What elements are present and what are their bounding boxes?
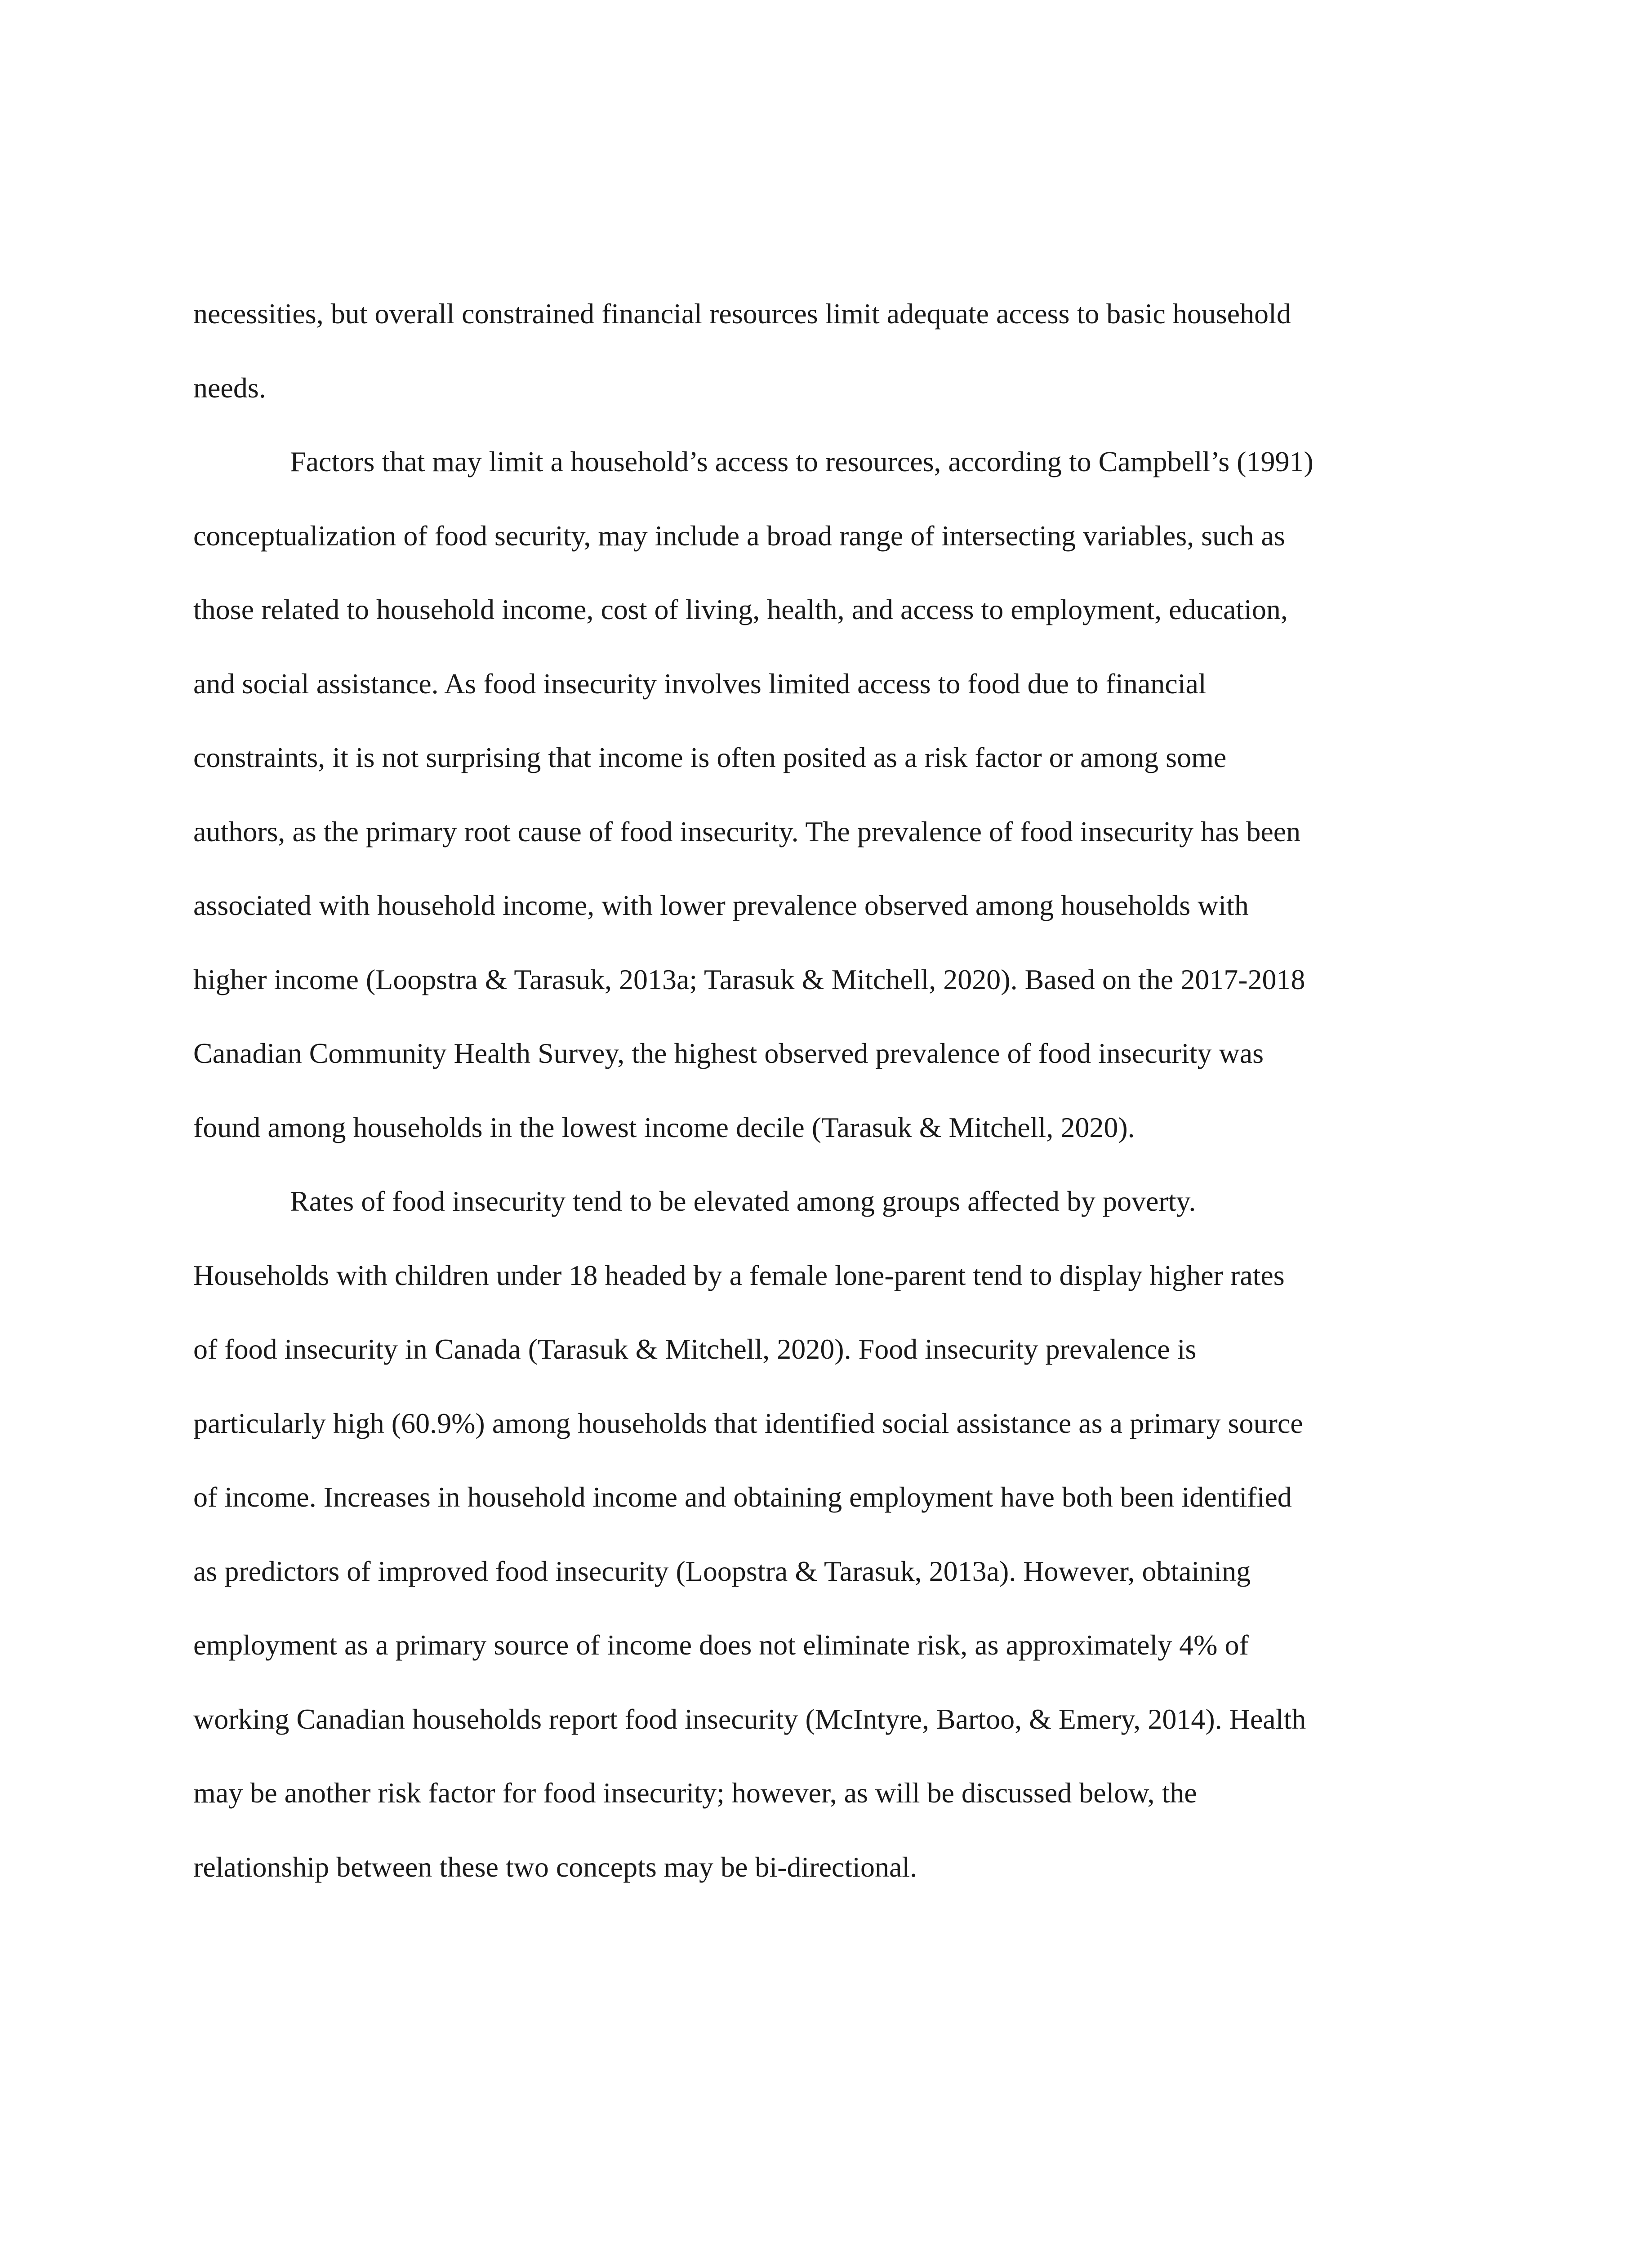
text-line: higher income (Loopstra & Tarasuk, 2013a; Tarasuk & Mitchell, 2020). Based on the 2017-2018 [193,963,1305,995]
text-line: constraints, it is not surprising that income is often posited as a risk factor or among some [193,741,1227,773]
body-text [193,277,1447,1904]
text-line: as predictors of improved food insecurity (Loopstra & Tarasuk, 2013a). However, obtaining [193,1555,1251,1587]
text-line: particularly high (60.9%) among households that identified social assistance as a primary source [193,1407,1303,1439]
text-line: needs. [193,371,266,404]
paragraph-start-line: Factors that may limit a household’s access to resources, according to Campbell’s (1991) [290,446,1314,477]
text-line: working Canadian households report food insecurity (McIntyre, Bartoo, & Emery, 2014). Health [193,1703,1306,1735]
text-line: of food insecurity in Canada (Tarasuk & Mitchell, 2020). Food insecurity prevalence is [193,1333,1197,1365]
text-line: and social assistance. As food insecurity involves limited access to food due to financial [193,667,1207,700]
text-line: employment as a primary source of income does not eliminate risk, as approximately 4% of [193,1629,1249,1661]
text-line: necessities, but overall constrained financial resources limit adequate access to basic household [193,298,1291,330]
text-line: conceptualization of food security, may include a broad range of intersecting variables, such as [193,519,1285,552]
text-line: relationship between these two concepts may be bi-directional. [193,1851,917,1883]
text-line: Canadian Community Health Survey, the highest observed prevalence of food insecurity was [193,1037,1264,1069]
text-line: associated with household income, with lower prevalence observed among households with [193,889,1249,921]
text-line: of income. Increases in household income and obtaining employment have both been identified [193,1481,1292,1513]
text-line: found among households in the lowest income decile (Tarasuk & Mitchell, 2020). [193,1111,1135,1143]
text-line: authors, as the primary root cause of food insecurity. The prevalence of food insecurity has been [193,815,1301,847]
paragraph-start-line: Rates of food insecurity tend to be elevated among groups affected by poverty. [290,1185,1196,1217]
text-line: may be another risk factor for food insecurity; however, as will be discussed below, the [193,1777,1197,1809]
text-line: those related to household income, cost of living, health, and access to employment, education, [193,593,1288,625]
text-line: Households with children under 18 headed by a female lone-parent tend to display higher rates [193,1259,1285,1291]
